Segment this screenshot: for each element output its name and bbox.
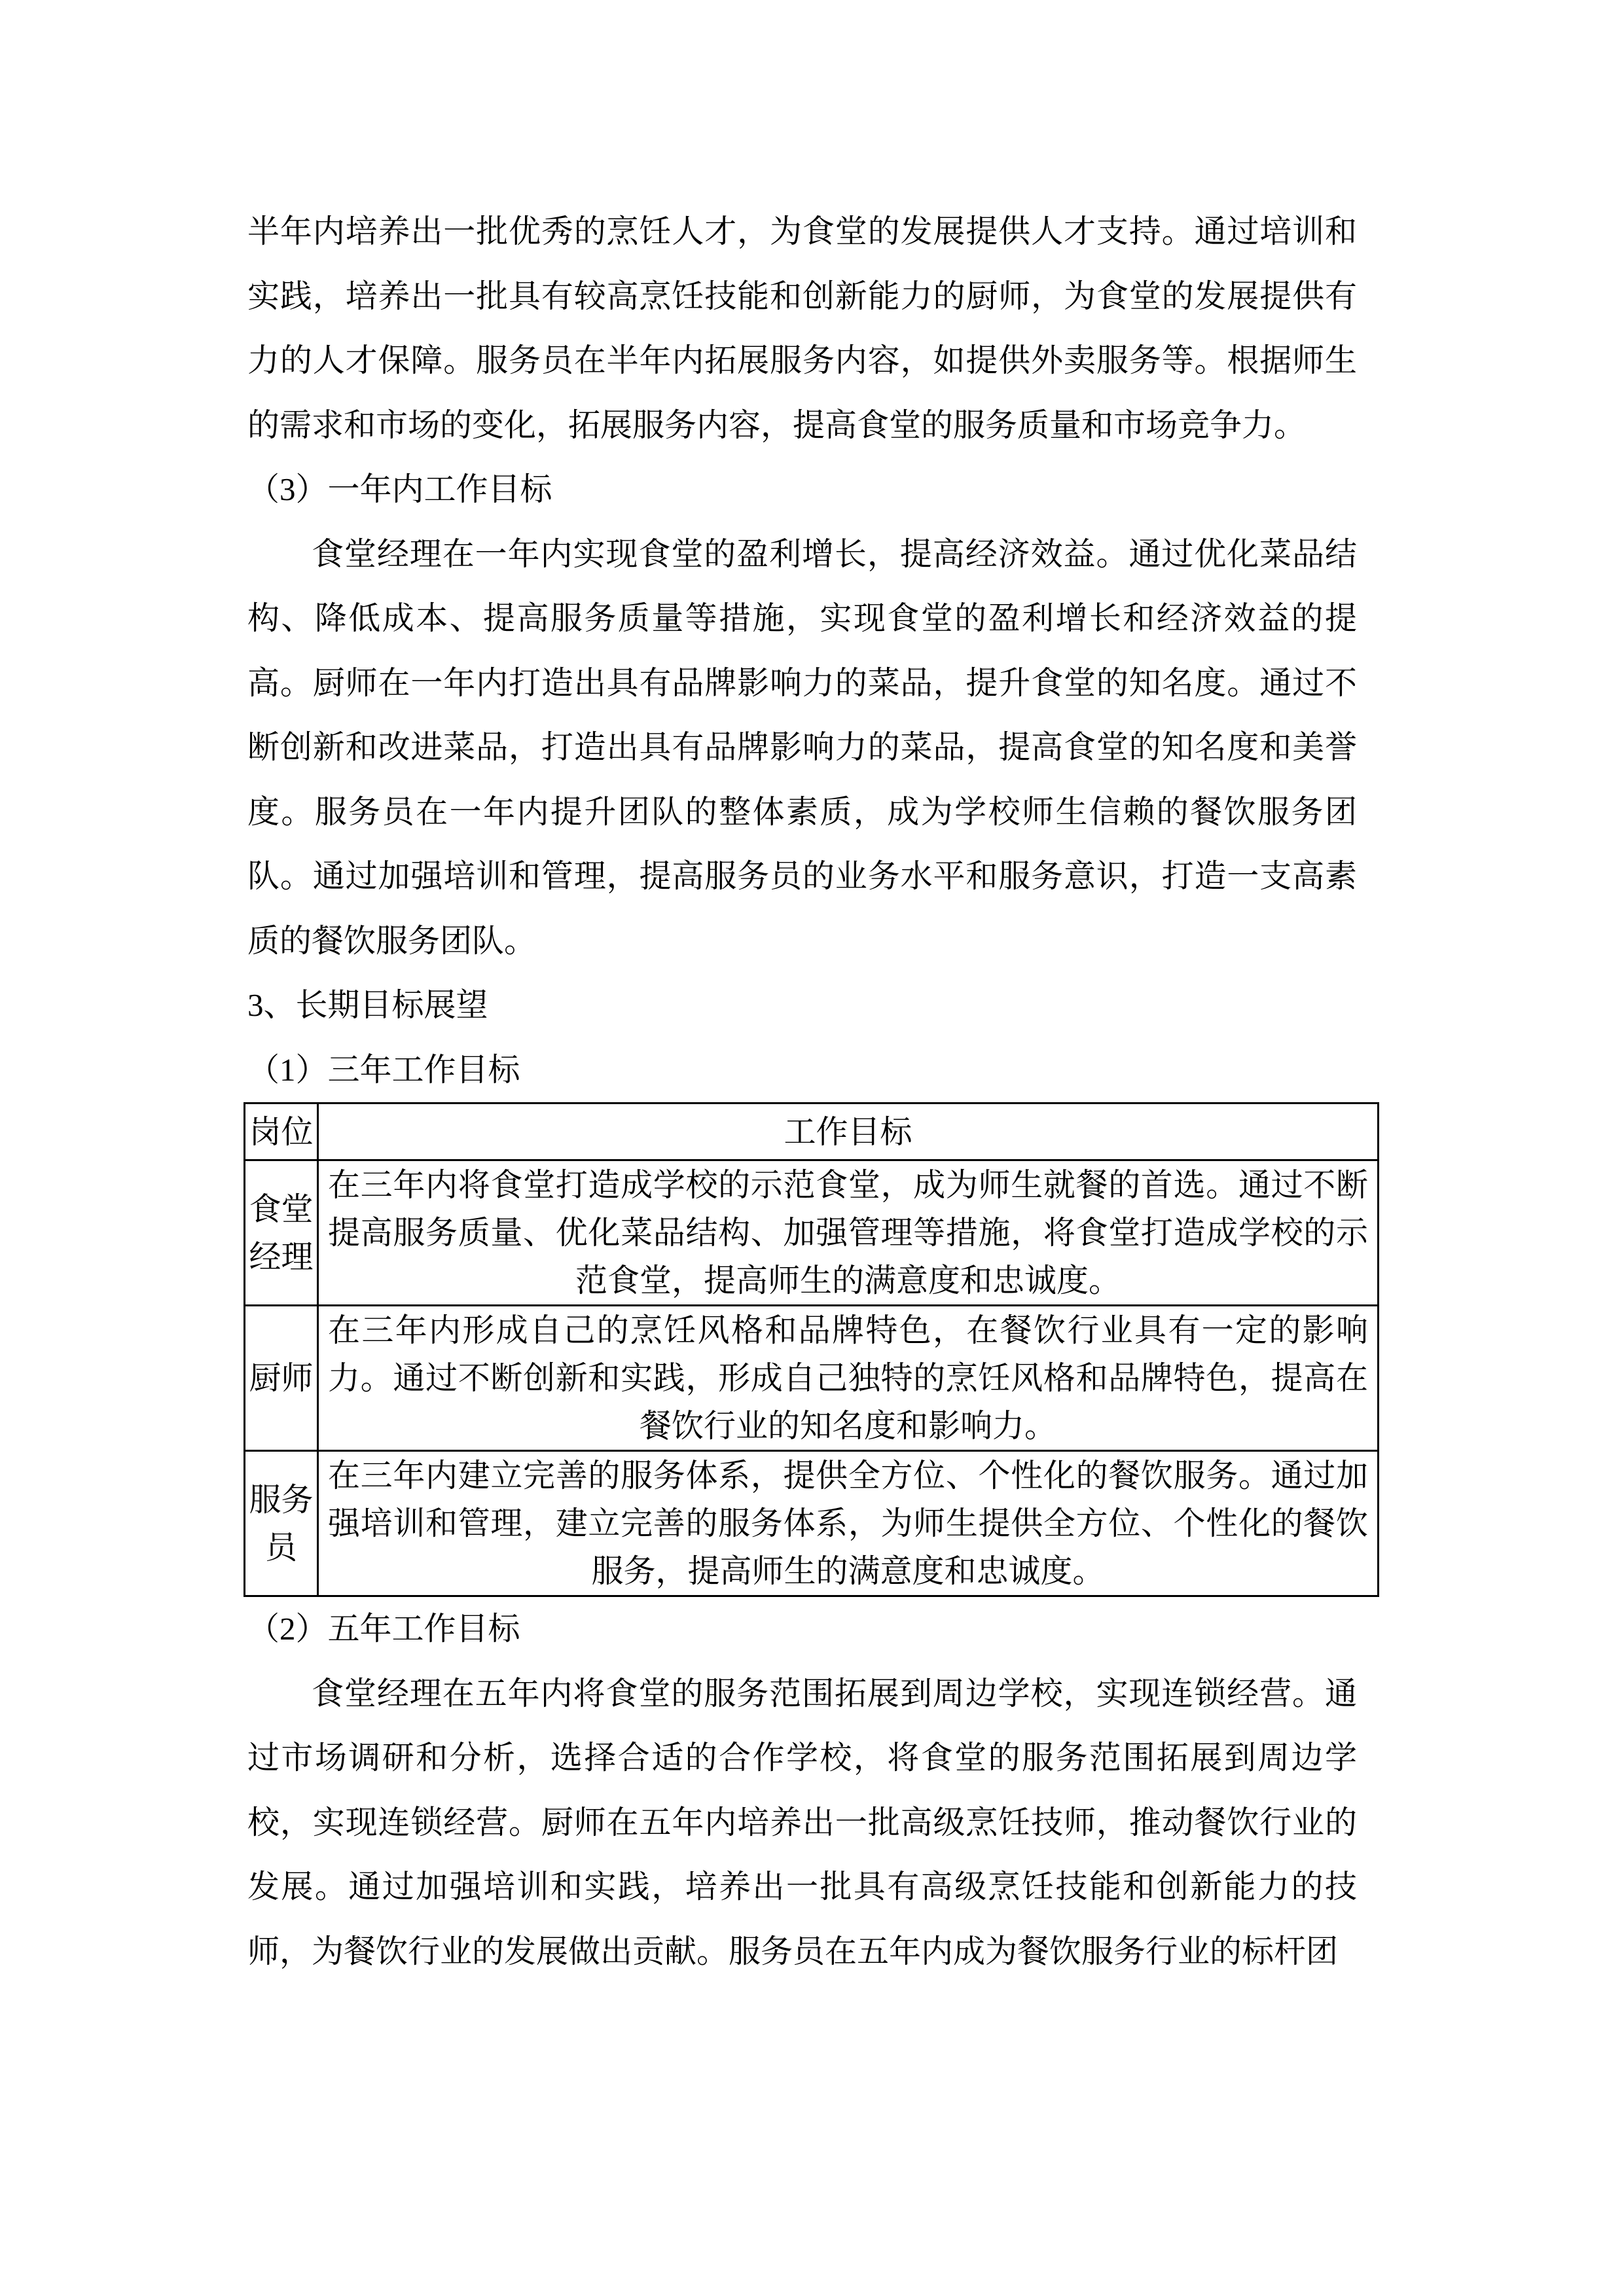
column-header-position: 岗位 bbox=[245, 1103, 318, 1160]
three-year-goals-table bbox=[244, 1102, 1379, 1597]
position-cell-chef: 厨师 bbox=[245, 1306, 318, 1451]
heading-one-year-goals: （3）一年内工作目标 bbox=[247, 471, 552, 507]
paragraph-half-year-continuation: 半年内培养出一批优秀的烹饪人才，为食堂的发展提供人才支持。通过培训和实践，培养出一批具有较高烹饪技能和创新能力的厨师，为食堂的发展提供有力的人才保障。服务员在半年内拓展服务内容，如提供外卖服务等。根据师生的需求和市场的变化，拓展服务内容，提高食堂的服务质量和市场竞争力。 bbox=[247, 213, 1357, 443]
goal-cell-chef: 在三年内形成自己的烹饪风格和品牌特色，在餐饮行业具有一定的影响力。通过不断创新和实践，形成自己独特的烹饪风格和品牌特色，提高在餐饮行业的知名度和影响力。 bbox=[318, 1306, 1379, 1451]
heading-five-year-goals: （2）五年工作目标 bbox=[247, 1611, 520, 1647]
table-row-waiter bbox=[245, 1451, 1379, 1596]
column-header-goal: 工作目标 bbox=[318, 1103, 1379, 1160]
position-cell-waiter: 服务员 bbox=[245, 1451, 318, 1596]
goal-cell-waiter: 在三年内建立完善的服务体系，提供全方位、个性化的餐饮服务。通过加强培训和管理，建立完善的服务体系，为师生提供全方位、个性化的餐饮服务，提高师生的满意度和忠诚度。 bbox=[318, 1451, 1379, 1596]
position-cell-canteen-manager: 食堂经理 bbox=[245, 1160, 318, 1306]
heading-three-year-goals: （1）三年工作目标 bbox=[247, 1051, 520, 1088]
heading-long-term-outlook: 3、长期目标展望 bbox=[247, 987, 488, 1023]
table-row-chef bbox=[245, 1306, 1379, 1451]
document-body bbox=[247, 200, 1368, 1984]
table-row-canteen-manager bbox=[245, 1160, 1379, 1306]
paragraph-one-year-goals: 食堂经理在一年内实现食堂的盈利增长，提高经济效益。通过优化菜品结构、降低成本、提高服务质量等措施，实现食堂的盈利增长和经济效益的提高。厨师在一年内打造出具有品牌影响力的菜品，提升食堂的知名度。通过不断创新和改进菜品，打造出具有品牌影响力的菜品，提高食堂的知名度和美誉度。服务员在一年内提升团队的整体素质，成为学校师生信赖的餐饮服务团队。通过加强培训和管理，提高服务员的业务水平和服务意识，打造一支高素质的餐饮服务团队。 bbox=[247, 535, 1357, 959]
paragraph-five-year-goals: 食堂经理在五年内将食堂的服务范围拓展到周边学校，实现连锁经营。通过市场调研和分析，选择合适的合作学校，将食堂的服务范围拓展到周边学校，实现连锁经营。厨师在五年内培养出一批高级烹饪技师，推动餐饮行业的发展。通过加强培训和实践，培养出一批具有高级烹饪技能和创新能力的技师，为餐饮行业的发展做出贡献。服务员在五年内成为餐饮服务行业的标杆团 bbox=[247, 1675, 1357, 1969]
table-header-row bbox=[245, 1103, 1379, 1160]
goal-cell-canteen-manager: 在三年内将食堂打造成学校的示范食堂，成为师生就餐的首选。通过不断提高服务质量、优化菜品结构、加强管理等措施，将食堂打造成学校的示范食堂，提高师生的满意度和忠诚度。 bbox=[318, 1160, 1379, 1306]
